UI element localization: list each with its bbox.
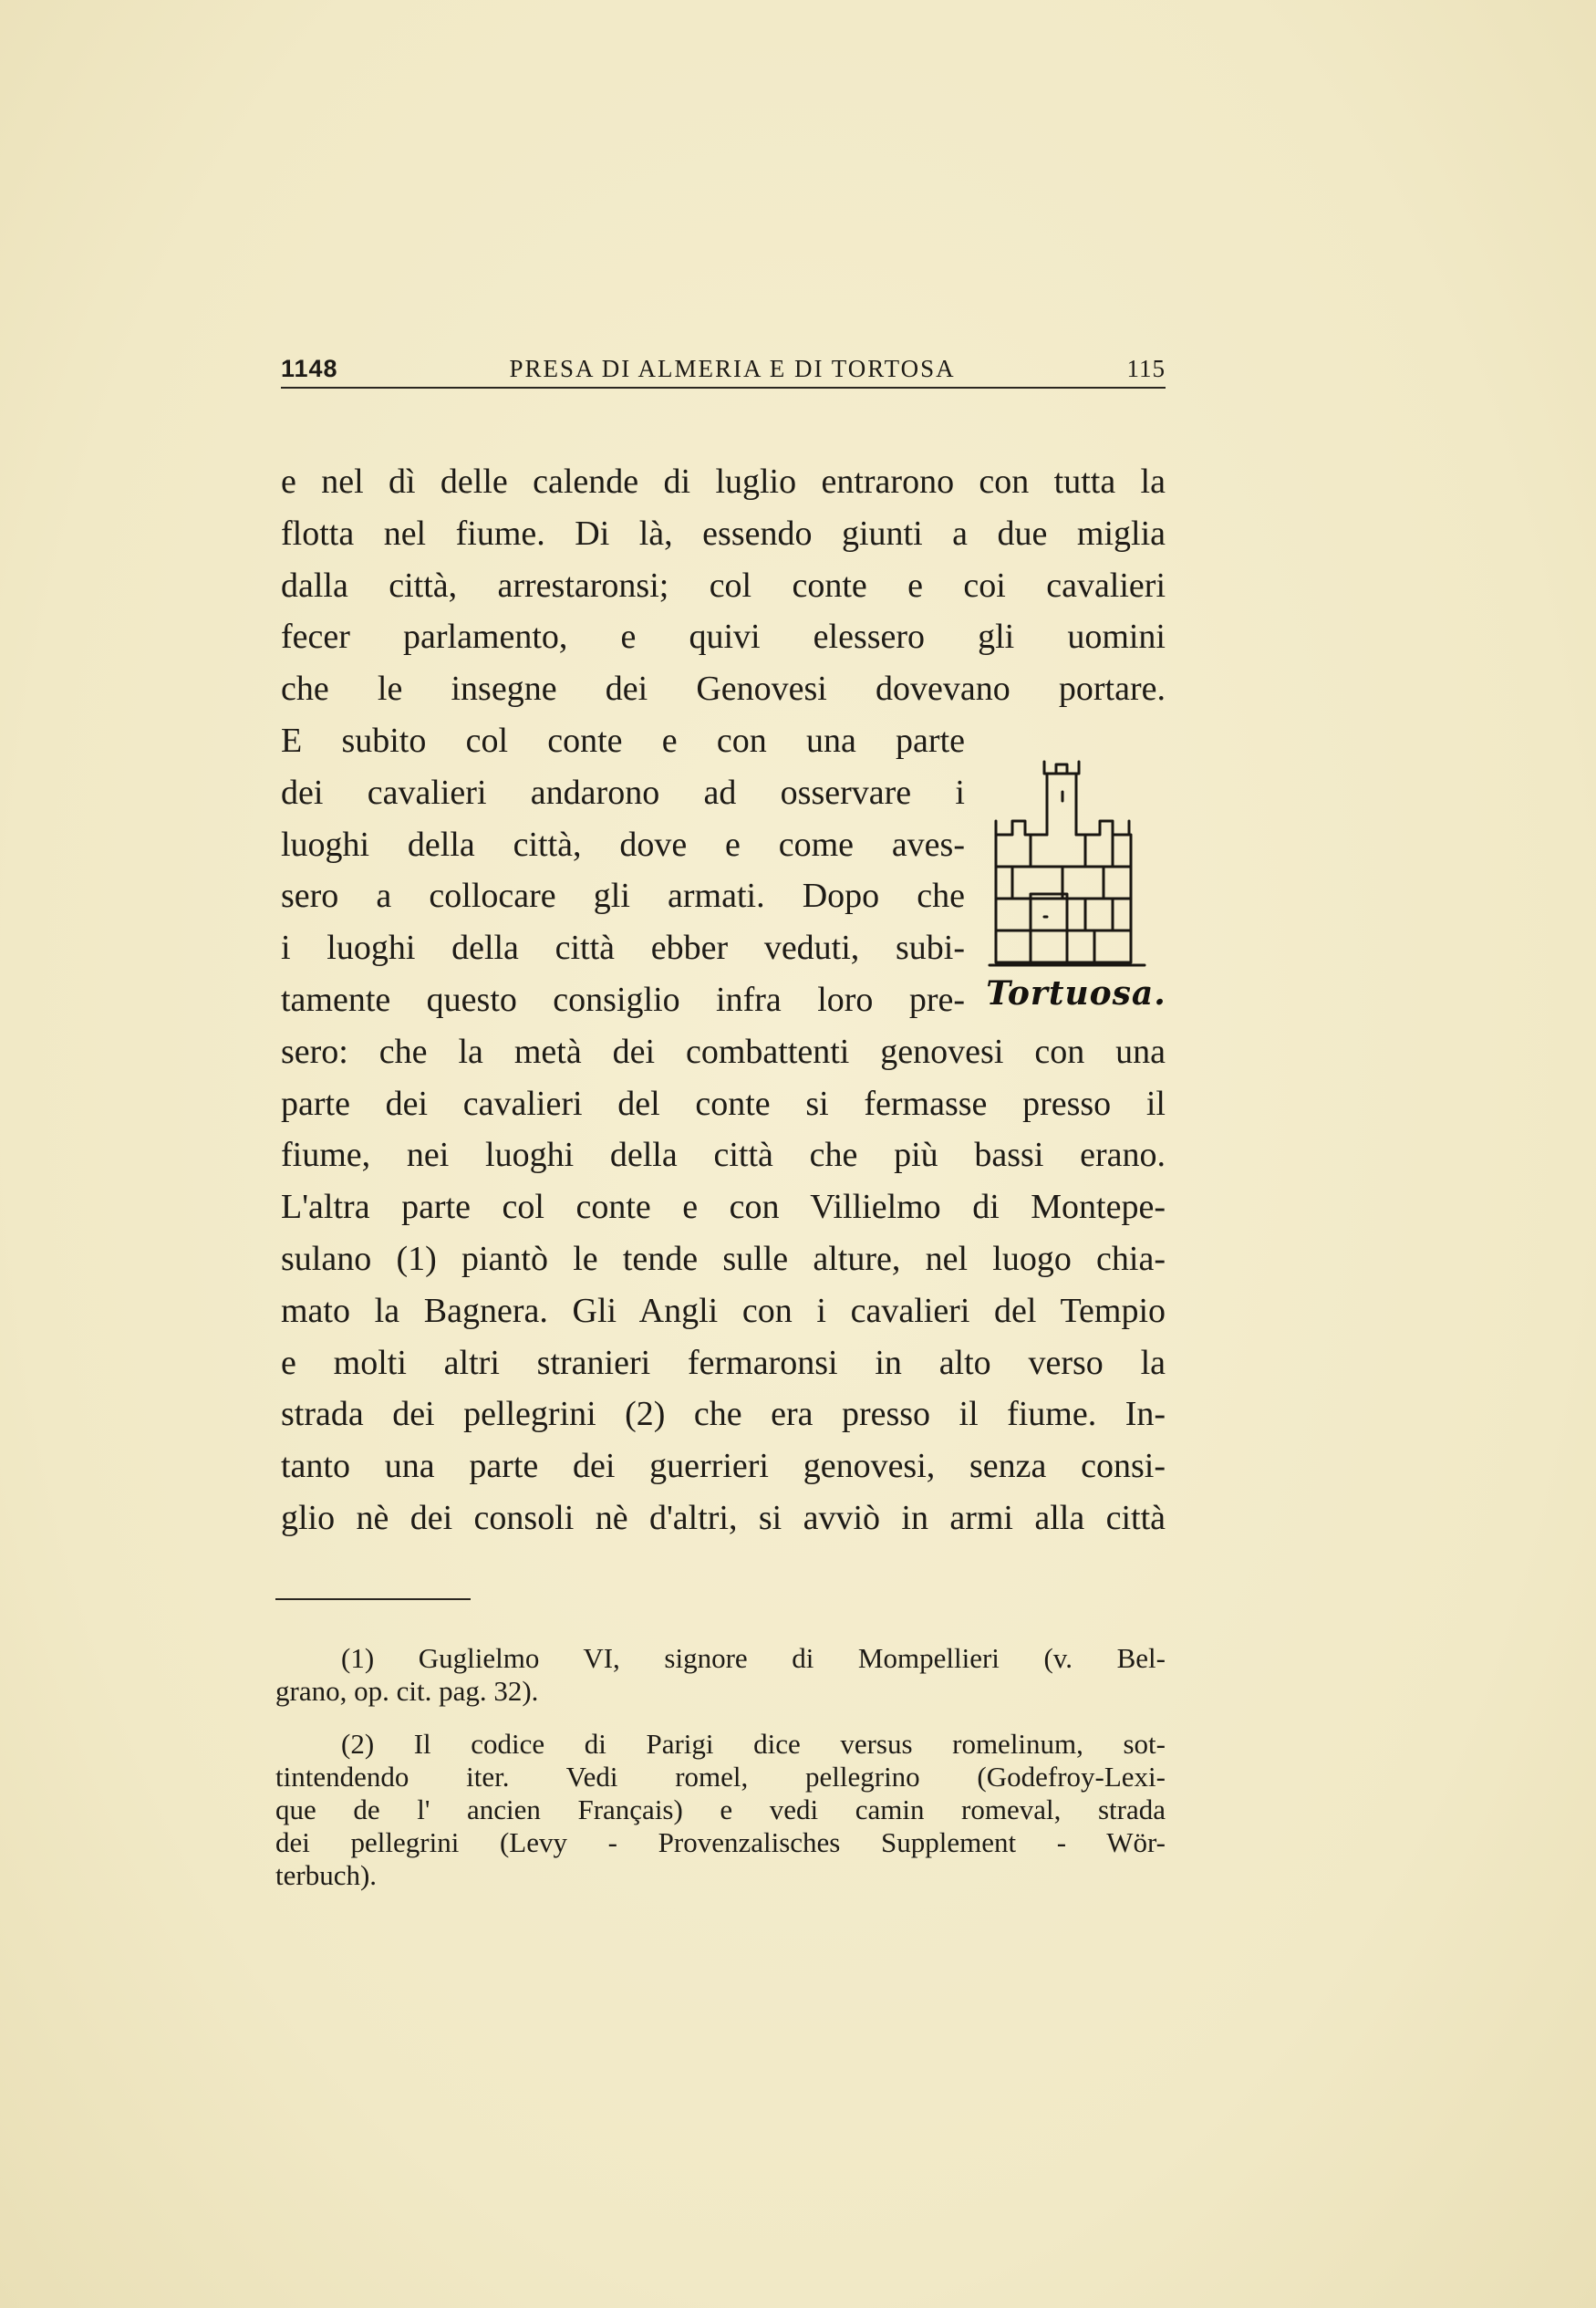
footnote-2-line: terbuch). (275, 1859, 378, 1891)
footnote-2-line: que de l' ancien Français) e vedi camin romeval, strada (275, 1793, 1166, 1825)
body-line: fecer parlamento, e quivi elessero gli uomini (281, 618, 1166, 657)
body-line: luoghi della città, dove e come aves- (281, 825, 965, 864)
footnote-rule (275, 1598, 471, 1600)
footnote-2-line: tintendendo iter. Vedi romel, pellegrino (Godefroy-Lexi- (275, 1761, 1166, 1793)
body-line: E subito col conte e con una parte (281, 721, 965, 760)
tower-illustration (985, 748, 1167, 1040)
body-line: dei cavalieri andarono ad osservare i (281, 773, 965, 812)
body-line: sulano (1) piantò le tende sulle alture, nel luogo chia- (281, 1239, 1166, 1278)
body-line: che le insegne dei Genovesi dovevano portare. (281, 670, 1166, 709)
body-line: fiume, nei luoghi della città che più bassi erano. (281, 1136, 1166, 1175)
header-year: 1148 (281, 355, 338, 382)
body-line: L'altra parte col conte e con Villielmo di Montepe- (281, 1188, 1166, 1227)
footnote-2-line: dei pellegrini (Levy - Provenzalisches Supplement - Wör- (275, 1826, 1166, 1858)
footnote-1-line: (1) Guglielmo VI, signore di Mompellieri (v. Bel- (341, 1642, 1166, 1674)
footnote-gap (275, 1708, 1166, 1728)
footnote-2-line: (2) Il codice di Parigi dice versus romelinum, sot- (341, 1728, 1166, 1760)
body-line: i luoghi della città ebber veduti, subi- (281, 929, 965, 968)
running-title: PRESA DI ALMERIA E DI TORTOSA (509, 355, 956, 382)
page-number: 115 (1126, 355, 1166, 382)
tower-caption: Tortuosa. (986, 974, 1166, 1013)
body-line: sero a collocare gli armati. Dopo che (281, 877, 965, 916)
body-line: parte dei cavalieri del conte si fermasse presso il (281, 1084, 1166, 1123)
body-line: e molti altri stranieri fermaronsi in alto verso la (281, 1343, 1166, 1382)
body-line: mato la Bagnera. Gli Angli con i cavalieri del Tempio (281, 1291, 1166, 1330)
body-line: sero: che la metà dei combattenti genovesi con una (281, 1032, 1166, 1071)
page-header (281, 339, 1166, 383)
body-line: dalla città, arrestaronsi; col conte e coi cavalieri (281, 566, 1166, 605)
body-line: tanto una parte dei guerrieri genovesi, senza consi- (281, 1447, 1166, 1486)
body-line: e nel dì delle calende di luglio entrarono con tutta la (281, 463, 1166, 501)
castle-tower-icon (985, 748, 1167, 976)
body-line: glio nè dei consoli nè d'altri, si avviò in armi alla città (281, 1498, 1166, 1537)
body-line: tamente questo consiglio infra loro pre- (281, 980, 965, 1019)
footnotes (275, 1642, 1166, 1892)
footnote-1-line: grano, op. cit. pag. 32). (275, 1675, 539, 1707)
body-line: flotta nel fiume. Di là, essendo giunti a due miglia (281, 514, 1166, 553)
header-rule (281, 387, 1166, 389)
body-line: strada dei pellegrini (2) che era presso il fiume. In- (281, 1395, 1166, 1434)
